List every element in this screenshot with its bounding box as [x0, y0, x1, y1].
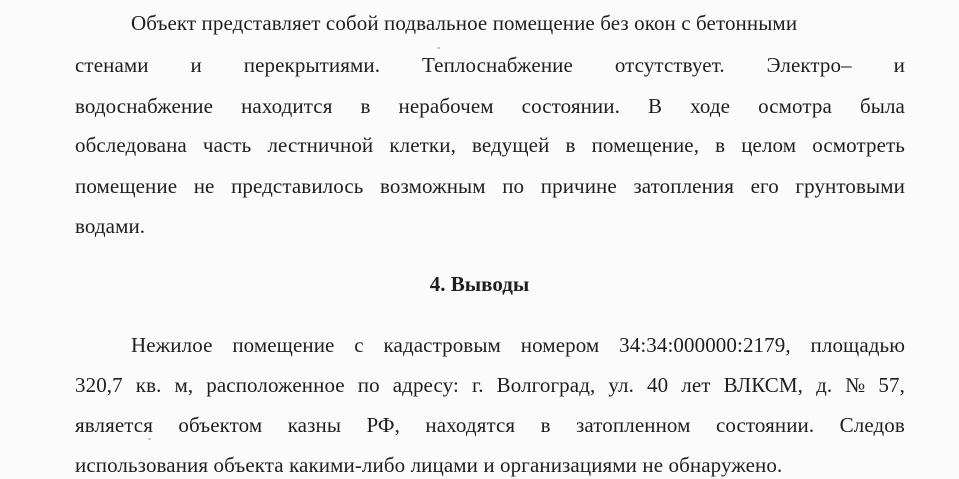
word: в [540, 413, 551, 437]
word: № [845, 373, 866, 397]
word: 320,7 [75, 373, 123, 397]
word: Следов [839, 413, 905, 437]
word: затопленном [576, 413, 691, 437]
word: объектом [178, 413, 263, 437]
word: целом [741, 133, 797, 157]
word: ул. [608, 373, 634, 397]
paragraph1-line-2 [75, 53, 905, 77]
word: осмотреть [812, 133, 905, 157]
word: кв. [135, 373, 162, 397]
word: состоянии. [715, 413, 815, 437]
word: обследована [75, 133, 187, 157]
word: адресу: [392, 373, 459, 397]
word: В [647, 94, 663, 118]
scan-speck [148, 438, 151, 440]
word: находится [241, 94, 333, 118]
word: в [360, 94, 371, 118]
word: затопления [633, 174, 735, 198]
word: по [502, 174, 525, 198]
word: 57, [878, 373, 905, 397]
scan-speck [437, 47, 440, 49]
word: была [859, 94, 905, 118]
word: кадастровым [383, 333, 501, 357]
paragraph1-line-3 [75, 94, 905, 118]
text-fragment: Объект представляет собой подвальное помещение без окон с бетонными [131, 11, 798, 35]
word: в [715, 133, 726, 157]
paragraph2-line-1 [131, 333, 905, 357]
paragraph2-line-3 [75, 413, 905, 437]
paragraph1-line-4 [75, 133, 905, 157]
word: является [75, 413, 153, 437]
word: клетки, [389, 133, 456, 157]
word: его [750, 174, 779, 198]
word: водоснабжение [75, 94, 214, 118]
word: и [893, 53, 905, 77]
word: ВЛКСМ, [723, 373, 804, 397]
word: состоянии. [521, 94, 620, 118]
word: 40 [647, 373, 669, 397]
word: перекрытиями. [243, 53, 381, 77]
word: 34:34:000000:2179, [619, 333, 791, 357]
word: ведущей [471, 133, 550, 157]
paragraph2-line-4 [75, 453, 905, 477]
word: по [357, 373, 380, 397]
word: представилось [231, 174, 364, 198]
word: ходе [690, 94, 731, 118]
word: помещение [75, 174, 178, 198]
word: номером [520, 333, 600, 357]
word: Волгоград, [496, 373, 596, 397]
section-heading: 4. Выводы [429, 272, 530, 296]
text-fragment: водами. [75, 214, 146, 238]
word: нерабочем [398, 94, 494, 118]
word: Теплоснабжение [422, 53, 573, 77]
word: казны [287, 413, 342, 437]
word: не [193, 174, 215, 198]
word: Нежилое [131, 333, 213, 357]
word: находятся [425, 413, 516, 437]
word: часть [202, 133, 252, 157]
paragraph1-line-1 [131, 11, 905, 35]
word: д. [816, 373, 833, 397]
word: помещение, [591, 133, 700, 157]
word: осмотра [758, 94, 832, 118]
paragraph2-line-2 [75, 373, 905, 397]
word: возможным [380, 174, 486, 198]
word: лестничной [267, 133, 374, 157]
paragraph1-line-6 [75, 214, 905, 238]
word: лет [681, 373, 711, 397]
word: помещение [232, 333, 335, 357]
word: отсутствует. [614, 53, 725, 77]
paragraph1-line-5 [75, 174, 905, 198]
word: причине [540, 174, 617, 198]
text-fragment: использования объекта какими-либо лицами и организациями не обнаружено. [75, 453, 783, 477]
word: грунтовыми [795, 174, 905, 198]
word: г. [471, 373, 484, 397]
word: расположенное [206, 373, 345, 397]
word: м, [174, 373, 194, 397]
word: с [354, 333, 364, 357]
word: стенами [75, 53, 149, 77]
word: РФ, [366, 413, 400, 437]
word: в [565, 133, 576, 157]
word: площадью [810, 333, 905, 357]
word: Электро– [766, 53, 852, 77]
word: и [190, 53, 202, 77]
